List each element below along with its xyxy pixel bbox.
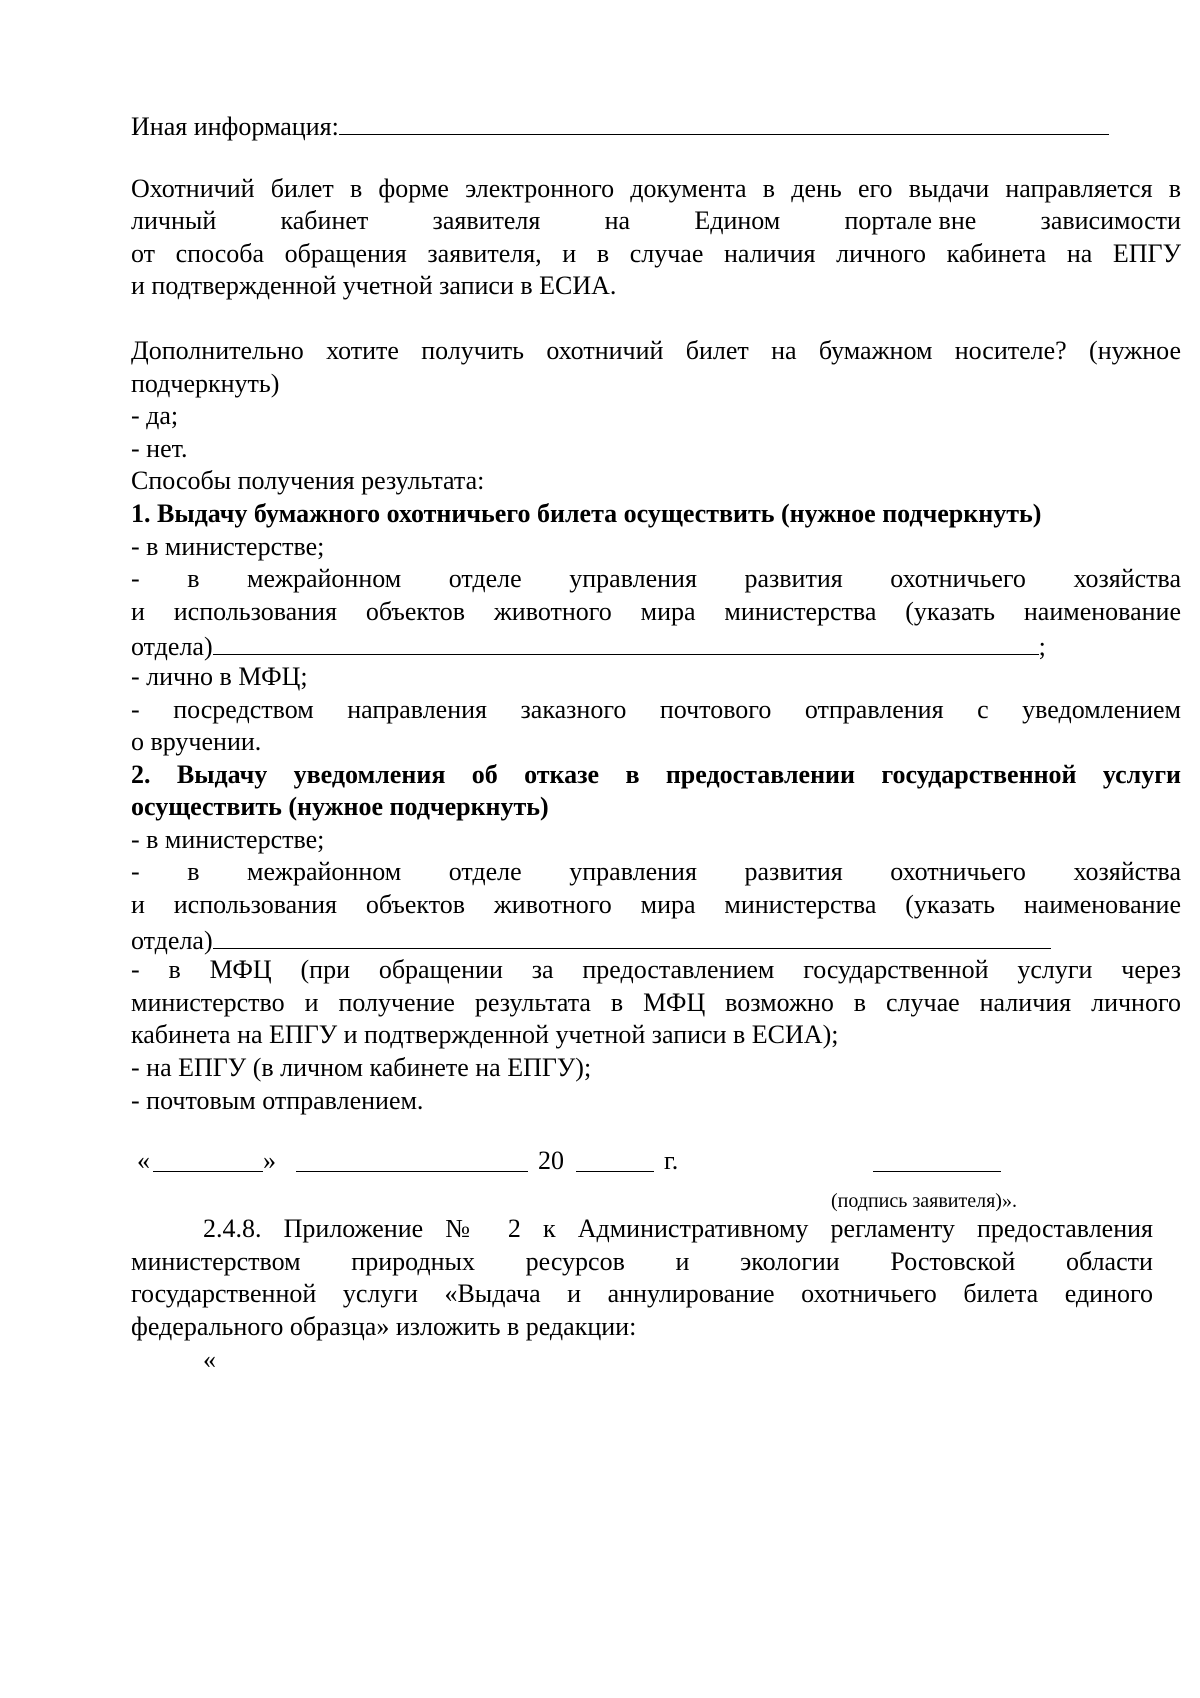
amendment-quote: «: [203, 1344, 216, 1374]
other-info-line: [131, 108, 1181, 141]
date-close-quote: »: [263, 1146, 276, 1176]
section2-title-1: 2. Выдачу уведомления об отказе в предоставлении государственной услуги: [131, 759, 1181, 789]
signature-label-row: [131, 1183, 1181, 1213]
other-info-blank[interactable]: [339, 108, 1109, 135]
section2-item-interdistrict-1[interactable]: - в межрайонном отделе управления развития охотничьего хозяйства: [131, 857, 1181, 887]
option-no[interactable]: - нет.: [131, 433, 188, 463]
notice-line-1: Охотничий билет в форме электронного документа в день его выдачи направляется в: [131, 173, 1181, 203]
section1-item-interdistrict-2: и использования объектов животного мира министерства (указать наименование: [131, 596, 1181, 626]
document-page: [131, 108, 1181, 1376]
section1-item-interdistrict-1[interactable]: - в межрайонном отделе управления развития охотничьего хозяйства: [131, 564, 1181, 594]
paper-question: [131, 335, 1181, 465]
date-year-blank[interactable]: [576, 1145, 654, 1172]
amendment-line-3: государственной услуги «Выдача и аннулирование охотничьего билета единого: [131, 1279, 1153, 1309]
date-year-prefix: 20: [538, 1146, 564, 1176]
section2-item-interdistrict-2: и использования объектов животного мира министерства (указать наименование: [131, 890, 1181, 920]
section2-item-mail[interactable]: - почтовым отправлением.: [131, 1085, 424, 1115]
section2-item-mfc-3: кабинета на ЕПГУ и подтвержденной учетной записи в ЕСИА);: [131, 1020, 839, 1050]
signature-blank[interactable]: [873, 1145, 1001, 1172]
notice-line-4: и подтвержденной учетной записи в ЕСИА.: [131, 271, 617, 301]
other-info-label: Иная информация:: [131, 112, 339, 141]
option-yes[interactable]: - да;: [131, 401, 179, 431]
section1-item-ministry[interactable]: - в министерстве;: [131, 531, 325, 561]
section1-item-interdistrict-3: отдела) ;: [131, 628, 1181, 661]
notice-line-2: личный кабинет заявителя на Едином портале вне зависимости: [131, 206, 1181, 236]
section2-item-mfc-1[interactable]: - в МФЦ (при обращении за предоставлением государственной услуги через: [131, 955, 1181, 985]
date-open-quote: «: [137, 1146, 150, 1176]
date-month-blank[interactable]: [296, 1145, 528, 1172]
section2-item-interdistrict-3: отдела): [131, 922, 1181, 955]
amendment-line-1: 2.4.8. Приложение № 2 к Административному регламенту предоставления: [203, 1214, 1153, 1244]
notice-line-3: от способа обращения заявителя, и в случае наличия личного кабинета на ЕПГУ: [131, 238, 1181, 268]
section1-title: 1. Выдачу бумажного охотничьего билета осуществить (нужное подчеркнуть): [131, 498, 1042, 528]
amendment-line-4: федерального образца» изложить в редакции:: [131, 1312, 637, 1341]
section1-department-blank[interactable]: [213, 628, 1039, 655]
date-day-blank[interactable]: [153, 1145, 263, 1172]
section1-item-post-1[interactable]: - посредством направления заказного почтового отправления с уведомлением: [131, 694, 1181, 724]
section2-item-ministry[interactable]: - в министерстве;: [131, 824, 325, 854]
section2-item-mfc-2: министерство и получение результата в МФЦ возможно в случае наличия личного: [131, 987, 1181, 1017]
amendment-line-2: министерством природных ресурсов и экологии Ростовской области: [131, 1246, 1153, 1276]
section2-department-blank[interactable]: [213, 922, 1051, 949]
section2-item-epgu[interactable]: - на ЕПГУ (в личном кабинете на ЕПГУ);: [131, 1053, 592, 1083]
signature-row: [131, 1145, 1181, 1183]
signature-label: (подпись заявителя)».: [831, 1190, 1017, 1213]
paper-question-line-1: Дополнительно хотите получить охотничий билет на бумажном носителе? (нужное: [131, 335, 1181, 365]
section1-item-mfc[interactable]: - лично в МФЦ;: [131, 661, 308, 691]
paper-question-line-2: подчеркнуть): [131, 368, 280, 398]
section2-title-2: осуществить (нужное подчеркнуть): [131, 792, 549, 822]
methods-heading: Способы получения результата:: [131, 466, 485, 496]
amendment-paragraph: [131, 1213, 1153, 1376]
section1-item-post-2: о вручении.: [131, 727, 262, 757]
date-year-suffix: г.: [664, 1146, 679, 1176]
electronic-notice: [131, 173, 1181, 303]
